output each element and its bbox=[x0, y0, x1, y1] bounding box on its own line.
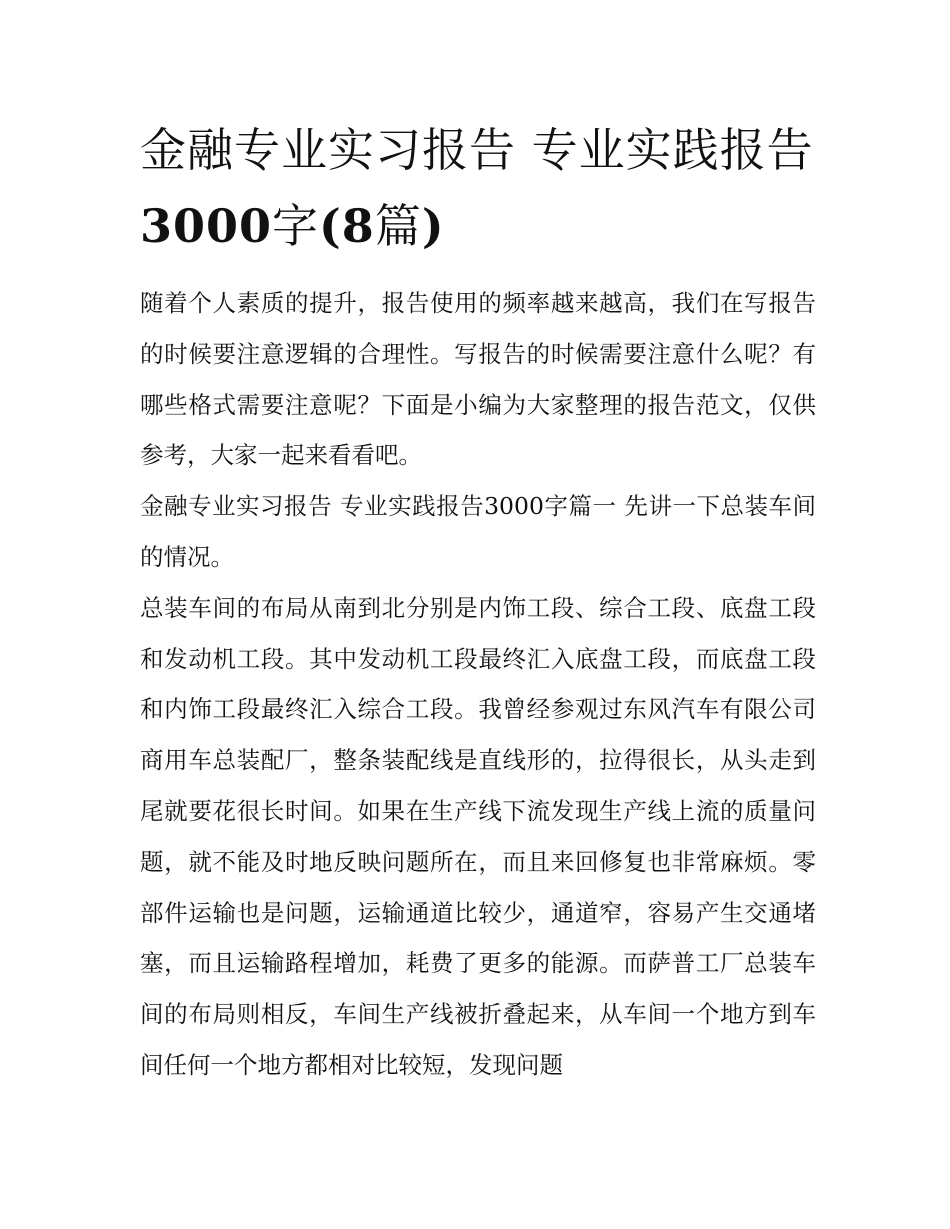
assembly-workshop-paragraph: 总装车间的布局从南到北分别是内饰工段、综合工段、底盘工段和发动机工段。其中发动机工段最终汇入底盘工段，而底盘工段和内饰工段最终汇入综合工段。我曾经参观过东风汽车有限公司商用车总装配厂，整条装配线是直线形的，拉得很长，从头走到尾就要花很长时间。如果在生产线下流发现生产线上流的质量问题，就不能及时地反映问题所在，而且来回修复也非常麻烦。零部件运输也是问题，运输通道比较少，通道窄，容易产生交通堵塞，而且运输路程增加，耗费了更多的能源。而萨普工厂总装车间的布局则相反，车间生产线被折叠起来，从车间一个地方到车间任何一个地方都相对比较短，发现问题 bbox=[140, 593, 816, 1079]
document-body bbox=[140, 278, 816, 1091]
section-heading-paragraph: 金融专业实习报告 专业实践报告3000字篇一 先讲一下总装车间的情况。 bbox=[140, 492, 816, 571]
intro-paragraph: 随着个人素质的提升，报告使用的频率越来越高，我们在写报告的时候要注意逻辑的合理性。写报告的时候需要注意什么呢？有哪些格式需要注意呢？下面是小编为大家整理的报告范文，仅供参考，大家一起来看看吧。 bbox=[140, 289, 816, 470]
document-title: 金融专业实习报告 专业实践报告3000字(8篇) bbox=[140, 123, 814, 253]
